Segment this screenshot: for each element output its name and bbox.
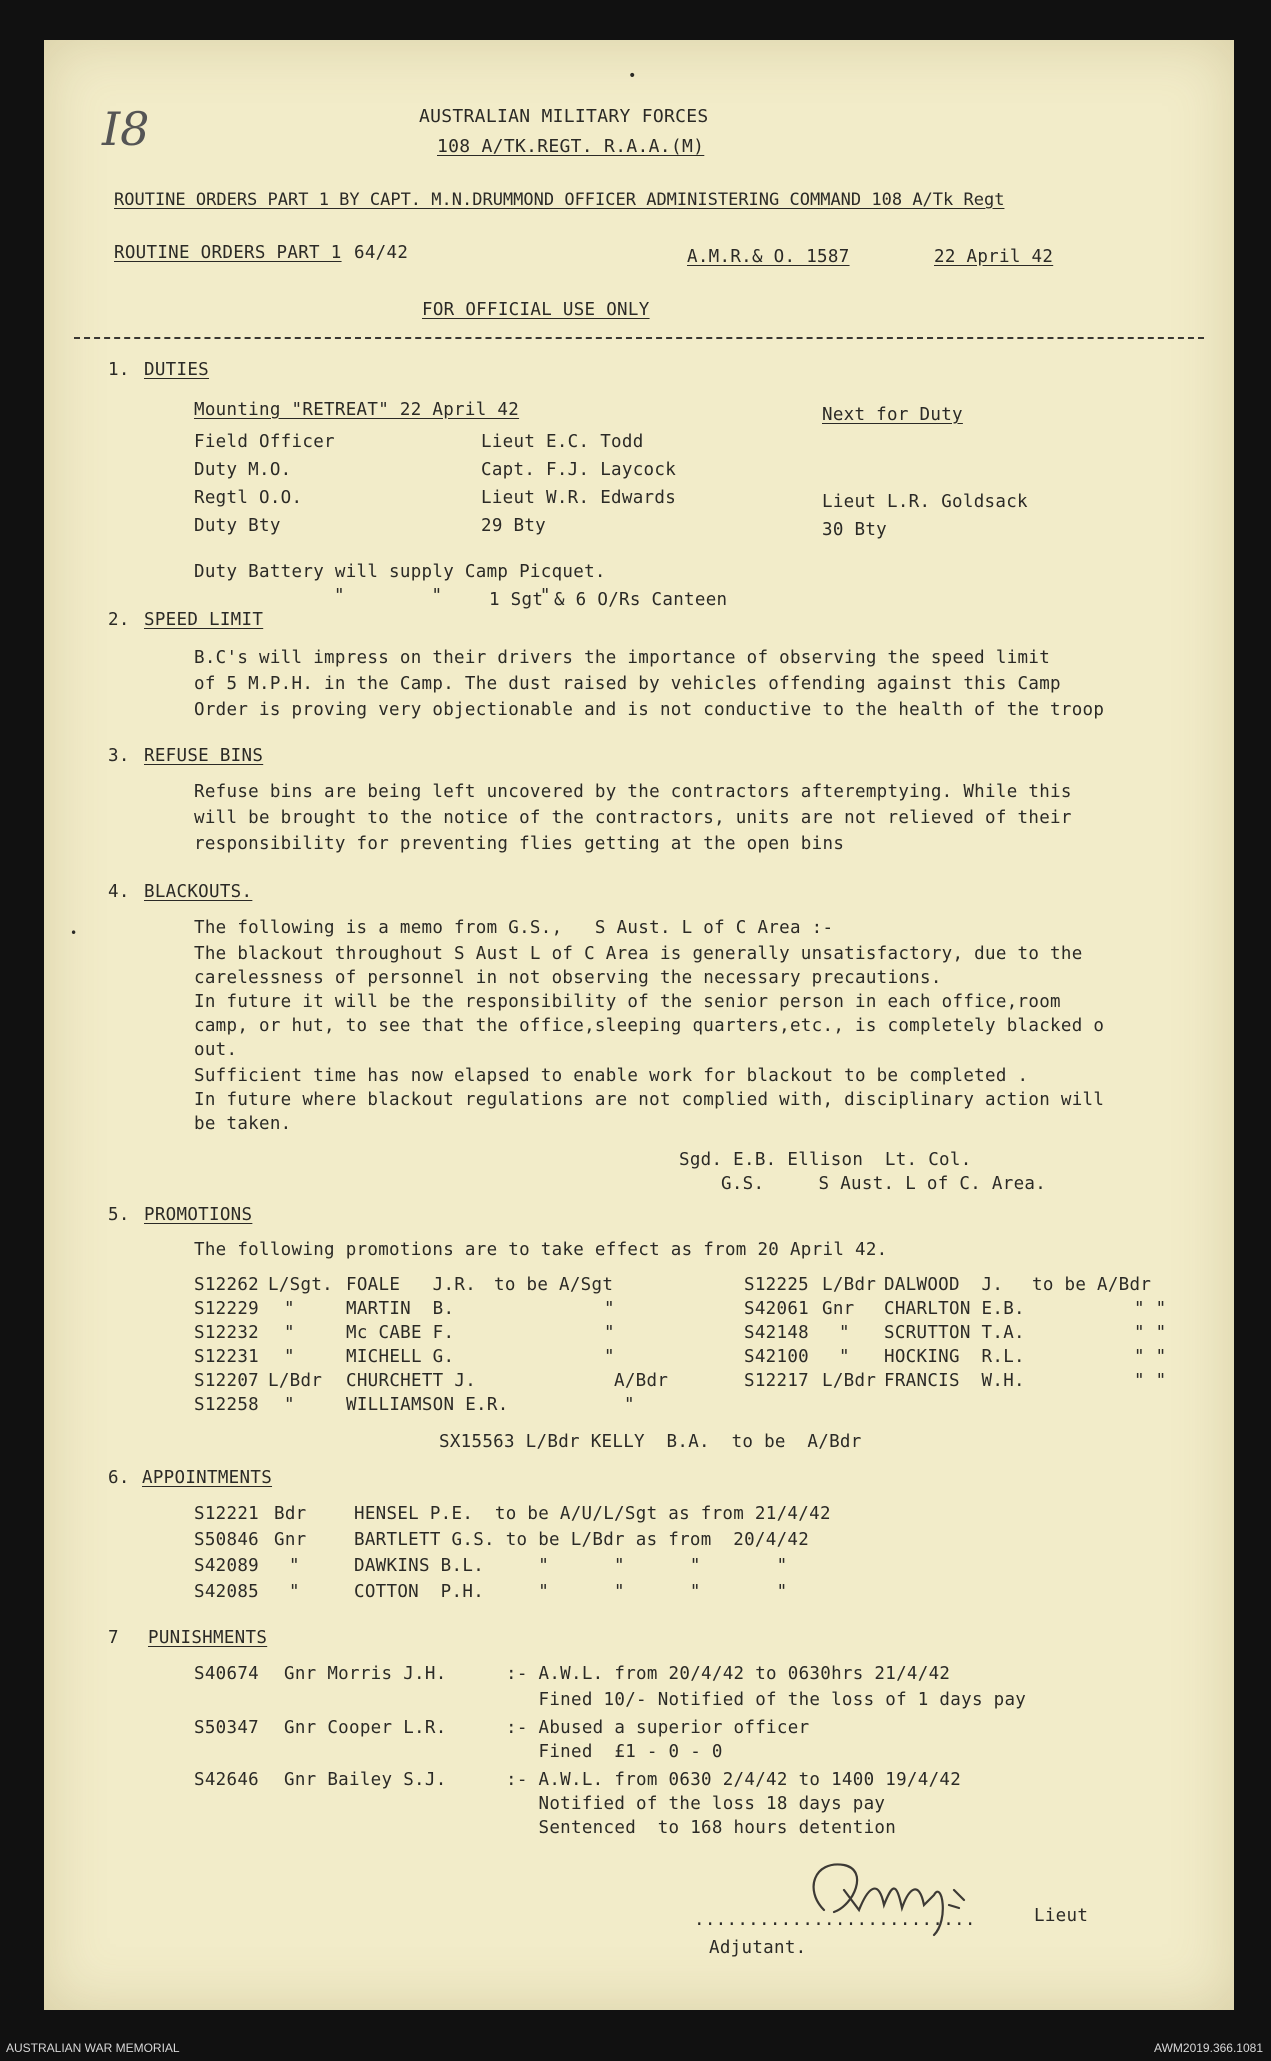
footer-accession: AWM2019.366.1081: [1154, 2041, 1263, 2055]
appt-rank: ": [289, 1582, 300, 1602]
appt-text: HENSEL P.E. to be A/U/L/Sgt as from 21/4/42: [354, 1504, 831, 1524]
duty-next: 30 Bty: [822, 520, 888, 540]
promo-name: MARTIN B.: [346, 1299, 455, 1319]
promo-rank: L/Sgt.: [268, 1275, 334, 1295]
promo-name: Mc CABE F.: [346, 1323, 455, 1343]
promo-to: ": [604, 1347, 615, 1367]
header-org: AUSTRALIAN MILITARY FORCES: [419, 106, 709, 127]
speed-heading: SPEED LIMIT: [144, 610, 264, 630]
appt-rank: Bdr: [274, 1504, 307, 1524]
duty-next: Lieut L.R. Goldsack: [822, 492, 1028, 512]
blackouts-sig-name: Sgd. E.B. Ellison Lt. Col.: [679, 1150, 972, 1170]
appt-no: S42085: [194, 1582, 260, 1602]
duties-num: 1.: [108, 360, 130, 380]
blackouts-line: In future it will be the responsibility of the senior person in each office,room: [194, 992, 1061, 1012]
duty-role: Field Officer: [194, 432, 335, 452]
header-rule: [74, 337, 1204, 339]
signature-title: Adjutant.: [709, 1938, 807, 1958]
promo-to: " ": [1134, 1299, 1167, 1319]
duties-heading: DUTIES: [144, 360, 210, 380]
header-unit: 108 A/TK.REGT. R.A.A.(M): [437, 136, 705, 157]
promo-to: A/Bdr: [614, 1371, 669, 1391]
punish-name: Gnr Bailey S.J.: [284, 1770, 447, 1790]
speed-line: Order is proving very objectionable and is not conductive to the health of the troop: [194, 700, 1105, 720]
duty-role: Duty M.O.: [194, 460, 292, 480]
classification: FOR OFFICIAL USE ONLY: [422, 300, 650, 320]
refuse-heading: REFUSE BINS: [144, 746, 264, 766]
promotions-num: 5.: [108, 1205, 130, 1225]
orders-ref-amr: A.M.R.& O. 1587: [687, 247, 850, 267]
promo-name: HOCKING R.L.: [884, 1347, 1025, 1367]
punish-no: S40674: [194, 1664, 260, 1684]
blackouts-line: out.: [194, 1040, 238, 1060]
blackouts-num: 4.: [108, 882, 130, 902]
duty-role: Duty Bty: [194, 516, 281, 536]
punish-line: Fined £1 - 0 - 0: [506, 1742, 723, 1762]
appt-text: BARTLETT G.S. to be L/Bdr as from 20/4/42: [354, 1530, 810, 1550]
blackouts-line: The following is a memo from G.S., S Aust. L of C Area :-: [194, 918, 834, 938]
promo-to: ": [604, 1299, 615, 1319]
orders-ref-number: 64/42: [354, 243, 409, 263]
punish-line: :- A.W.L. from 0630 2/4/42 to 1400 19/4/42: [506, 1770, 962, 1790]
promo-rank: L/Bdr: [268, 1371, 323, 1391]
promo-no: S12232: [194, 1323, 260, 1343]
signature-dots: ..........................: [694, 1910, 976, 1930]
promo-no: S12217: [744, 1371, 810, 1391]
appointments-num: 6.: [108, 1468, 130, 1488]
punch-mark: •: [628, 68, 637, 84]
promo-to: " ": [1134, 1323, 1167, 1343]
duties-battery-note: Duty Battery will supply Camp Picquet.: [194, 562, 606, 582]
appt-rank: ": [289, 1556, 300, 1576]
promo-to: ": [604, 1323, 615, 1343]
appt-no: S50846: [194, 1530, 260, 1550]
punish-line: Notified of the loss 18 days pay: [506, 1794, 886, 1814]
speed-line: of 5 M.P.H. in the Camp. The dust raised by vehicles offending against this Camp: [194, 674, 1061, 694]
blackouts-line: The blackout throughout S Aust L of C Area is generally unsatisfactory, due to the: [194, 944, 1083, 964]
promo-name: SCRUTTON T.A.: [884, 1323, 1025, 1343]
duty-name: Lieut E.C. Todd: [481, 432, 644, 452]
punish-line: :- Abused a superior officer: [506, 1718, 810, 1738]
promo-to: " ": [1134, 1347, 1167, 1367]
promo-no: S12207: [194, 1371, 260, 1391]
punish-line: Fined 10/- Notified of the loss of 1 days pay: [506, 1690, 1027, 1710]
duties-ditto: " " ": [334, 586, 551, 606]
document-sheet: [44, 40, 1234, 2010]
punish-name: Gnr Cooper L.R.: [284, 1718, 447, 1738]
duty-role: Regtl O.O.: [194, 488, 303, 508]
appt-text: DAWKINS B.L. " " " ": [354, 1556, 788, 1576]
refuse-line: will be brought to the notice of the contractors, units are not relieved of their: [194, 808, 1072, 828]
promo-to: " ": [1134, 1371, 1167, 1391]
promo-name: CHARLTON E.B.: [884, 1299, 1025, 1319]
appt-text: COTTON P.H. " " " ": [354, 1582, 788, 1602]
punishments-num: 7: [108, 1628, 119, 1648]
promo-no: S12262: [194, 1275, 260, 1295]
blackouts-line: carelessness of personnel in not observing the necessary precautions.: [194, 968, 942, 988]
orders-title: ROUTINE ORDERS PART 1 BY CAPT. M.N.DRUMMOND OFFICER ADMINISTERING COMMAND 108 A/Tk Regt: [114, 190, 1005, 210]
promo-to: to be A/Bdr: [1032, 1275, 1152, 1295]
signature-text: Staley: [784, 1850, 788, 1851]
blackouts-heading: BLACKOUTS.: [144, 882, 253, 902]
refuse-line: responsibility for preventing flies getting at the open bins: [194, 834, 845, 854]
appointments-heading: APPOINTMENTS: [142, 1468, 273, 1488]
promo-no: S12231: [194, 1347, 260, 1367]
promo-rank: Gnr: [822, 1299, 855, 1319]
footer-bar: [0, 2035, 1271, 2061]
duties-canteen: 1 Sgt & 6 O/Rs Canteen: [489, 590, 728, 610]
signature-rank: Lieut: [1034, 1906, 1089, 1926]
promotions-intro: The following promotions are to take effect as from 20 April 42.: [194, 1240, 888, 1260]
promo-rank: ": [284, 1347, 295, 1367]
blackouts-line: be taken.: [194, 1114, 292, 1134]
duties-mounting: Mounting "RETREAT" 22 April 42: [194, 400, 520, 420]
promo-name: FOALE J.R.: [346, 1275, 477, 1295]
blackouts-line: Sufficient time has now elapsed to enable work for blackout to be completed .: [194, 1066, 1029, 1086]
punish-no: S50347: [194, 1718, 260, 1738]
appt-no: S42089: [194, 1556, 260, 1576]
punish-no: S42646: [194, 1770, 260, 1790]
duties-next-for-duty: Next for Duty: [822, 405, 963, 425]
promo-name: MICHELL G.: [346, 1347, 455, 1367]
margin-handwriting: I8: [102, 102, 150, 156]
promo-no: S12229: [194, 1299, 260, 1319]
promo-name: DALWOOD J.: [884, 1275, 1004, 1295]
promo-rank: ": [839, 1347, 850, 1367]
refuse-line: Refuse bins are being left uncovered by the contractors afteremptying. While this: [194, 782, 1072, 802]
footer-source: AUSTRALIAN WAR MEMORIAL: [6, 2041, 180, 2055]
promotions-heading: PROMOTIONS: [144, 1205, 253, 1225]
speed-num: 2.: [108, 610, 130, 630]
promo-no: S42148: [744, 1323, 810, 1343]
refuse-num: 3.: [108, 746, 130, 766]
promo-rank: ": [839, 1323, 850, 1343]
punish-name: Gnr Morris J.H.: [284, 1664, 447, 1684]
promo-rank: L/Bdr: [822, 1371, 877, 1391]
appt-no: S12221: [194, 1504, 260, 1524]
orders-ref-left: ROUTINE ORDERS PART 1: [114, 243, 342, 263]
blackouts-sig-title: G.S. S Aust. L of C. Area.: [721, 1174, 1047, 1194]
blackouts-line: In future where blackout regulations are not complied with, disciplinary action will: [194, 1090, 1105, 1110]
promotions-extra: SX15563 L/Bdr KELLY B.A. to be A/Bdr: [439, 1432, 862, 1452]
duty-name: Lieut W.R. Edwards: [481, 488, 677, 508]
promo-to: to be A/Sgt: [494, 1275, 614, 1295]
promo-rank: ": [284, 1323, 295, 1343]
punish-line: :- A.W.L. from 20/4/42 to 0630hrs 21/4/42: [506, 1664, 951, 1684]
promo-no: S42061: [744, 1299, 810, 1319]
orders-ref-date: 22 April 42: [934, 247, 1054, 267]
promo-name: FRANCIS W.H.: [884, 1371, 1025, 1391]
duty-name: Capt. F.J. Laycock: [481, 460, 677, 480]
promo-rank: L/Bdr: [822, 1275, 877, 1295]
promo-no: S42100: [744, 1347, 810, 1367]
promo-rank: ": [284, 1395, 295, 1415]
promo-name: WILLIAMSON E.R.: [346, 1395, 509, 1415]
punishments-heading: PUNISHMENTS: [148, 1628, 268, 1648]
duty-name: 29 Bty: [481, 516, 547, 536]
promo-no: S12225: [744, 1275, 810, 1295]
promo-name: CHURCHETT J.: [346, 1371, 477, 1391]
punch-mark: •: [70, 926, 78, 940]
promo-rank: ": [284, 1299, 295, 1319]
blackouts-line: camp, or hut, to see that the office,sleeping quarters,etc., is completely blacked o: [194, 1016, 1105, 1036]
appt-rank: Gnr: [274, 1530, 307, 1550]
speed-line: B.C's will impress on their drivers the importance of observing the speed limit: [194, 648, 1051, 668]
punish-line: Sentenced to 168 hours detention: [506, 1818, 897, 1838]
promo-no: S12258: [194, 1395, 260, 1415]
promo-to: ": [624, 1395, 635, 1415]
